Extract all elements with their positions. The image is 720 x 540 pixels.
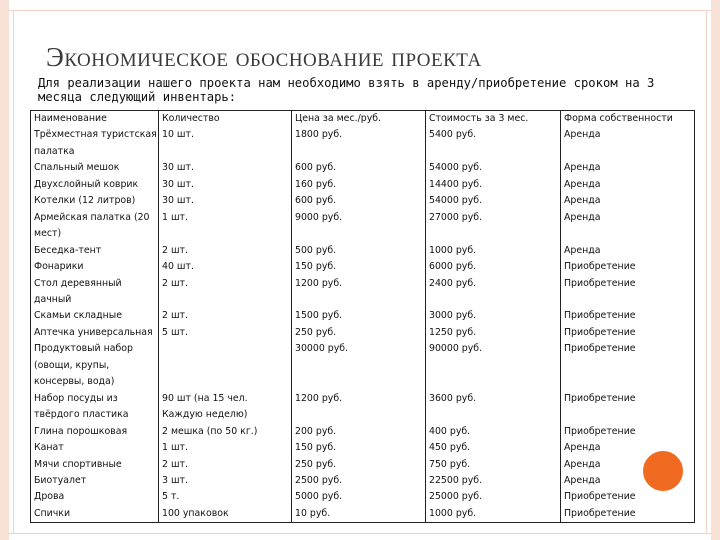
cell-quantity: 5 шт. [159, 325, 292, 341]
table-row [31, 193, 695, 209]
cell-name: Дрова [34, 491, 65, 503]
cell-quantity [159, 341, 292, 390]
table-row [31, 473, 695, 489]
cell-ownership: Аренда [561, 193, 695, 209]
cell-monthly-price: 9000 руб. [292, 210, 426, 243]
cell-quantity: 30 шт. [159, 193, 292, 209]
cell-quantity: 2 шт. [159, 308, 292, 324]
header-cell-name: Наименование [34, 113, 107, 124]
table-row [31, 489, 695, 505]
header-cell-three-month-cost: Стоимость за 3 мес. [426, 111, 561, 128]
cell-monthly-price: 600 руб. [292, 160, 426, 176]
cell-three-month-cost: 1250 руб. [426, 325, 561, 341]
table-row [31, 177, 695, 193]
cell-name: Глина порошковая [34, 425, 128, 437]
table-row [31, 210, 695, 243]
cell-monthly-price: 1800 руб. [292, 127, 426, 160]
cell-ownership: Аренда [561, 473, 695, 489]
cell-three-month-cost: 25000 руб. [426, 489, 561, 505]
cell-quantity: 2 шт. [159, 243, 292, 259]
cell-monthly-price: 150 руб. [292, 440, 426, 456]
table-header-row [31, 111, 695, 128]
cell-name: Армейская палатка (20 мест) [34, 211, 150, 240]
cell-name: Набор посуды из твёрдого пластика [34, 392, 129, 421]
cell-three-month-cost: 2400 руб. [426, 276, 561, 309]
table-row [31, 341, 695, 390]
cell-three-month-cost: 54000 руб. [426, 193, 561, 209]
cell-ownership: Аренда [561, 440, 695, 456]
slide-subtitle: Для реализации нашего проекта нам необходимо взять в аренду/приобретение сроком на 3 месяца следующий инвентарь: [38, 76, 655, 104]
slide-frame-right [711, 0, 720, 540]
cell-name: Аптечка универсальная [34, 326, 153, 338]
table-row [31, 506, 695, 523]
slide-frame-left [0, 0, 9, 540]
cell-name: Спички [34, 507, 71, 519]
cell-three-month-cost: 5400 руб. [426, 127, 561, 160]
cell-quantity: 30 шт. [159, 160, 292, 176]
header-cell-ownership: Форма собственности [561, 111, 695, 128]
cell-quantity: 40 шт. [159, 259, 292, 275]
cell-ownership: Приобретение [561, 424, 695, 440]
cell-monthly-price: 30000 руб. [292, 341, 426, 390]
table-row [31, 440, 695, 456]
cell-ownership: Приобретение [561, 259, 695, 275]
cell-quantity: 100 упаковок [159, 506, 292, 523]
cell-monthly-price: 500 руб. [292, 243, 426, 259]
cell-monthly-price: 160 руб. [292, 177, 426, 193]
cell-name: Спальный мешок [34, 162, 120, 174]
cell-ownership: Аренда [561, 243, 695, 259]
cell-monthly-price: 1500 руб. [292, 308, 426, 324]
table-row [31, 325, 695, 341]
cell-three-month-cost: 1000 руб. [426, 243, 561, 259]
cell-monthly-price: 150 руб. [292, 259, 426, 275]
inventory-table [30, 110, 695, 523]
slide-frame-inner-left-line [13, 10, 14, 534]
slide-title: Экономическое обоснование проекта [46, 42, 482, 72]
cell-name: Фонарики [34, 261, 84, 273]
cell-quantity: 30 шт. [159, 177, 292, 193]
cell-monthly-price: 200 руб. [292, 424, 426, 440]
cell-name: Двухслойный коврик [34, 178, 139, 190]
cell-ownership: Приобретение [561, 276, 695, 309]
cell-quantity: 5 т. [159, 489, 292, 505]
cell-name: Канат [34, 442, 64, 454]
slide-frame-bottom-line [9, 533, 711, 534]
cell-three-month-cost: 750 руб. [426, 457, 561, 473]
cell-ownership: Приобретение [561, 308, 695, 324]
cell-name: Трёхместная туристская палатка [34, 129, 157, 157]
cell-quantity: 3 шт. [159, 473, 292, 489]
table-row [31, 243, 695, 259]
table-row [31, 276, 695, 309]
table-row [31, 308, 695, 324]
cell-name: Котелки (12 литров) [34, 195, 136, 207]
cell-three-month-cost: 54000 руб. [426, 160, 561, 176]
cell-monthly-price: 250 руб. [292, 457, 426, 473]
cell-monthly-price: 2500 руб. [292, 473, 426, 489]
cell-three-month-cost: 3600 руб. [426, 391, 561, 424]
cell-name: Беседка-тент [34, 244, 102, 256]
cell-three-month-cost: 1000 руб. [426, 506, 561, 523]
cell-name: Продуктовый набор (овощи, крупы, консервы, вода) [34, 343, 133, 388]
inventory-table-body [31, 111, 695, 523]
cell-monthly-price: 600 руб. [292, 193, 426, 209]
cell-monthly-price: 5000 руб. [292, 489, 426, 505]
cell-monthly-price: 1200 руб. [292, 276, 426, 309]
table-row [31, 424, 695, 440]
cell-three-month-cost: 90000 руб. [426, 341, 561, 390]
cell-ownership: Приобретение [561, 325, 695, 341]
cell-three-month-cost: 27000 руб. [426, 210, 561, 243]
cell-quantity: 1 шт. [159, 440, 292, 456]
cell-three-month-cost: 6000 руб. [426, 259, 561, 275]
cell-ownership: Аренда [561, 210, 695, 243]
cell-ownership: Аренда [561, 457, 695, 473]
cell-monthly-price: 10 руб. [292, 506, 426, 523]
table-row [31, 160, 695, 176]
cell-three-month-cost: 400 руб. [426, 424, 561, 440]
cell-name: Скамьи складные [34, 310, 122, 322]
cell-three-month-cost: 14400 руб. [426, 177, 561, 193]
decorative-orange-circle [641, 449, 685, 493]
header-cell-quantity: Количество [159, 111, 292, 128]
table-row [31, 127, 695, 160]
cell-name: Мячи спортивные [34, 458, 122, 470]
cell-quantity: 1 шт. [159, 210, 292, 243]
cell-three-month-cost: 22500 руб. [426, 473, 561, 489]
cell-quantity: 10 шт. [159, 127, 292, 160]
cell-ownership: Приобретение [561, 489, 695, 505]
cell-quantity: 2 мешка (по 50 кг.) [159, 424, 292, 440]
table-row [31, 391, 695, 424]
cell-ownership: Приобретение [561, 341, 695, 390]
table-row [31, 457, 695, 473]
slide-frame-top-line [9, 10, 711, 11]
cell-quantity: 2 шт. [159, 457, 292, 473]
cell-name: Стол деревянный дачный [34, 277, 122, 305]
cell-ownership: Приобретение [561, 506, 695, 523]
cell-ownership: Аренда [561, 177, 695, 193]
slide-frame-inner-right-line [706, 10, 707, 534]
cell-ownership: Аренда [561, 160, 695, 176]
cell-quantity: 90 шт (на 15 чел. Каждую неделю) [159, 391, 292, 424]
cell-quantity: 2 шт. [159, 276, 292, 309]
table-row [31, 259, 695, 275]
cell-three-month-cost: 3000 руб. [426, 308, 561, 324]
cell-three-month-cost: 450 руб. [426, 440, 561, 456]
cell-monthly-price: 1200 руб. [292, 391, 426, 424]
cell-name: Биотуалет [34, 474, 87, 486]
header-cell-monthly-price: Цена за мес./руб. [292, 111, 426, 128]
cell-ownership: Аренда [561, 127, 695, 160]
cell-monthly-price: 250 руб. [292, 325, 426, 341]
cell-ownership: Приобретение [561, 391, 695, 424]
